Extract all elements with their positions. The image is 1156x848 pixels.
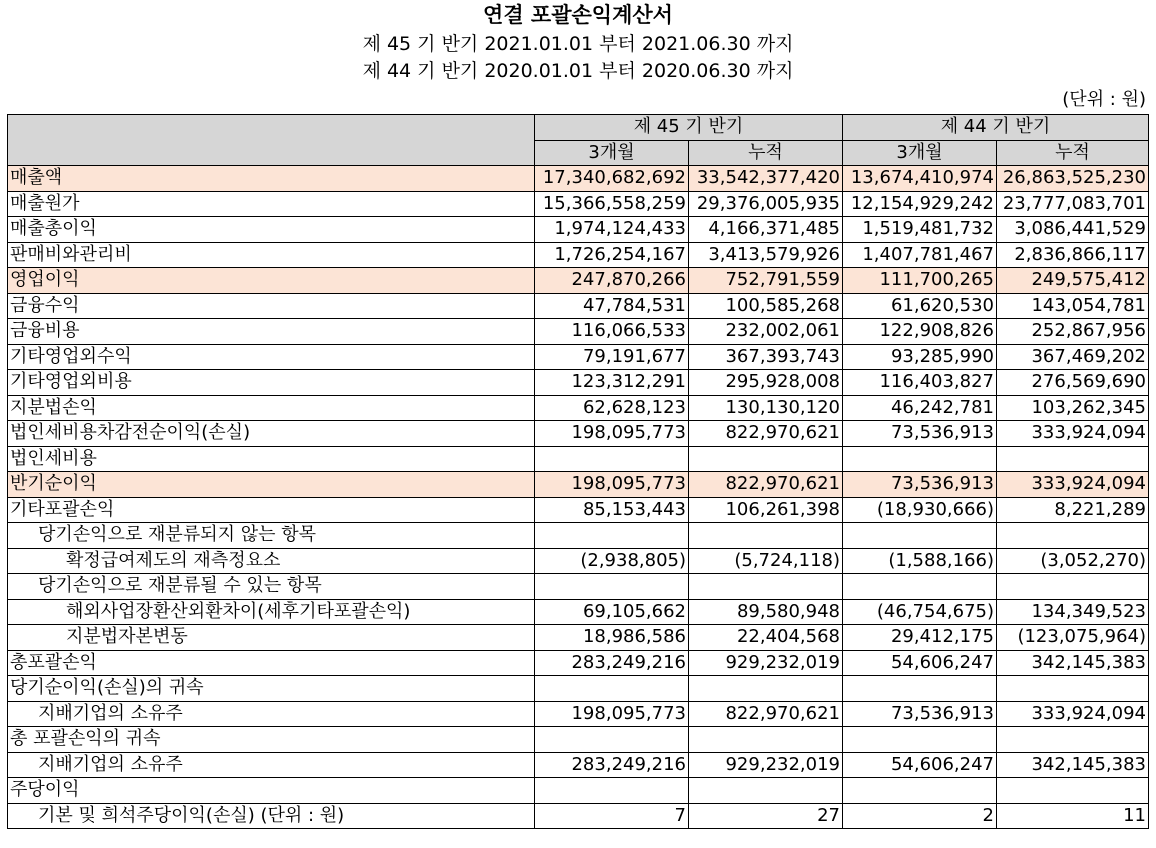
row-value: 27 — [689, 803, 843, 829]
row-value: 12,154,929,242 — [843, 191, 997, 217]
row-value — [997, 727, 1149, 753]
row-value — [997, 676, 1149, 702]
row-value: 822,970,621 — [689, 472, 843, 498]
row-value: 73,536,913 — [843, 472, 997, 498]
header-corner — [8, 115, 535, 166]
row-value: 106,261,398 — [689, 497, 843, 523]
row-value: 17,340,682,692 — [535, 166, 689, 192]
row-value: 69,105,662 — [535, 599, 689, 625]
row-value: 283,249,216 — [535, 650, 689, 676]
row-label: 총 포괄손익의 귀속 — [8, 727, 535, 753]
header-group-prior: 제 44 기 반기 — [843, 115, 1149, 141]
table-row — [8, 676, 1149, 702]
table-row — [8, 344, 1149, 370]
row-label: 영업이익 — [8, 268, 535, 294]
row-value: 89,580,948 — [689, 599, 843, 625]
row-value: 47,784,531 — [535, 293, 689, 319]
table-row — [8, 548, 1149, 574]
table-row — [8, 574, 1149, 600]
table-row — [8, 217, 1149, 243]
table-row — [8, 701, 1149, 727]
row-label: 당기손익으로 재분류되지 않는 항목 — [8, 523, 535, 549]
income-statement-table — [7, 114, 1149, 829]
row-label: 법인세비용차감전순이익(손실) — [8, 421, 535, 447]
row-value: 3,413,579,926 — [689, 242, 843, 268]
row-value — [843, 727, 997, 753]
row-value — [689, 676, 843, 702]
row-value: 1,726,254,167 — [535, 242, 689, 268]
row-label: 매출총이익 — [8, 217, 535, 243]
table-row — [8, 625, 1149, 651]
row-value — [997, 446, 1149, 472]
row-value: 134,349,523 — [997, 599, 1149, 625]
table-row — [8, 778, 1149, 804]
row-value: 367,393,743 — [689, 344, 843, 370]
header-prior-3m: 3개월 — [843, 140, 997, 166]
row-value — [843, 574, 997, 600]
period-prior: 제 44 기 반기 2020.01.01 부터 2020.06.30 까지 — [362, 60, 794, 82]
header-current-cum: 누적 — [689, 140, 843, 166]
row-value — [535, 574, 689, 600]
row-value: 18,986,586 — [535, 625, 689, 651]
table-row — [8, 599, 1149, 625]
row-value: (5,724,118) — [689, 548, 843, 574]
row-label: 지분법자본변동 — [8, 625, 535, 651]
row-value: 54,606,247 — [843, 752, 997, 778]
table-row — [8, 523, 1149, 549]
row-value: 23,777,083,701 — [997, 191, 1149, 217]
table-row — [8, 727, 1149, 753]
row-value — [535, 676, 689, 702]
row-label: 기타영업외비용 — [8, 370, 535, 396]
row-value — [535, 523, 689, 549]
row-value — [689, 446, 843, 472]
row-value: 116,403,827 — [843, 370, 997, 396]
row-value: 100,585,268 — [689, 293, 843, 319]
row-value: 85,153,443 — [535, 497, 689, 523]
header-group-current: 제 45 기 반기 — [535, 115, 843, 141]
table-row — [8, 752, 1149, 778]
row-value: 123,312,291 — [535, 370, 689, 396]
row-value — [843, 778, 997, 804]
row-value: 283,249,216 — [535, 752, 689, 778]
row-value: 1,974,124,433 — [535, 217, 689, 243]
row-value — [535, 778, 689, 804]
row-value: 26,863,525,230 — [997, 166, 1149, 192]
unit-label: (단위 : 원) — [1062, 89, 1146, 110]
row-value: 29,412,175 — [843, 625, 997, 651]
row-value: 79,191,677 — [535, 344, 689, 370]
row-label: 당기손익으로 재분류될 수 있는 항목 — [8, 574, 535, 600]
row-value: 276,569,690 — [997, 370, 1149, 396]
row-value — [689, 727, 843, 753]
row-value: 1,407,781,467 — [843, 242, 997, 268]
row-value: 11 — [997, 803, 1149, 829]
row-value: 929,232,019 — [689, 752, 843, 778]
row-value — [689, 523, 843, 549]
row-label: 총포괄손익 — [8, 650, 535, 676]
row-value — [843, 676, 997, 702]
row-value: 54,606,247 — [843, 650, 997, 676]
row-value: 122,908,826 — [843, 319, 997, 345]
row-value: 822,970,621 — [689, 701, 843, 727]
header-current-3m: 3개월 — [535, 140, 689, 166]
row-value: 198,095,773 — [535, 421, 689, 447]
row-value: 3,086,441,529 — [997, 217, 1149, 243]
row-value: 73,536,913 — [843, 701, 997, 727]
row-value: 73,536,913 — [843, 421, 997, 447]
row-value: 111,700,265 — [843, 268, 997, 294]
row-value: 103,262,345 — [997, 395, 1149, 421]
row-value: 29,376,005,935 — [689, 191, 843, 217]
row-label: 법인세비용 — [8, 446, 535, 472]
row-value: 247,870,266 — [535, 268, 689, 294]
statement-title: 연결 포괄손익계산서 — [483, 3, 673, 27]
row-value: (123,075,964) — [997, 625, 1149, 651]
row-value: 62,628,123 — [535, 395, 689, 421]
row-value — [997, 523, 1149, 549]
row-value: 752,791,559 — [689, 268, 843, 294]
table-row — [8, 242, 1149, 268]
row-value — [843, 523, 997, 549]
row-value: 333,924,094 — [997, 421, 1149, 447]
row-value: 198,095,773 — [535, 701, 689, 727]
row-label: 당기순이익(손실)의 귀속 — [8, 676, 535, 702]
row-value: 13,674,410,974 — [843, 166, 997, 192]
table-row — [8, 446, 1149, 472]
row-label: 기본 및 희석주당이익(손실) (단위 : 원) — [8, 803, 535, 829]
row-value — [843, 446, 997, 472]
table-body — [8, 166, 1149, 829]
row-value: (18,930,666) — [843, 497, 997, 523]
row-value: 295,928,008 — [689, 370, 843, 396]
row-label: 금융수익 — [8, 293, 535, 319]
row-value: 367,469,202 — [997, 344, 1149, 370]
row-value: 252,867,956 — [997, 319, 1149, 345]
row-value — [535, 727, 689, 753]
row-value: 1,519,481,732 — [843, 217, 997, 243]
row-value — [689, 778, 843, 804]
row-value: (1,588,166) — [843, 548, 997, 574]
table-row — [8, 803, 1149, 829]
row-label: 매출원가 — [8, 191, 535, 217]
row-value: 2 — [843, 803, 997, 829]
row-value: 249,575,412 — [997, 268, 1149, 294]
table-row — [8, 268, 1149, 294]
row-value — [997, 778, 1149, 804]
row-value: 2,836,866,117 — [997, 242, 1149, 268]
table-row — [8, 650, 1149, 676]
row-value: 929,232,019 — [689, 650, 843, 676]
period-current: 제 45 기 반기 2021.01.01 부터 2021.06.30 까지 — [362, 33, 794, 55]
row-value — [997, 574, 1149, 600]
row-value: 198,095,773 — [535, 472, 689, 498]
row-value: 22,404,568 — [689, 625, 843, 651]
row-value: 143,054,781 — [997, 293, 1149, 319]
row-label: 반기순이익 — [8, 472, 535, 498]
row-label: 기타영업외수익 — [8, 344, 535, 370]
row-value: (3,052,270) — [997, 548, 1149, 574]
row-label: 금융비용 — [8, 319, 535, 345]
table-row — [8, 472, 1149, 498]
row-value: 822,970,621 — [689, 421, 843, 447]
row-value — [535, 446, 689, 472]
row-value: 93,285,990 — [843, 344, 997, 370]
row-label: 주당이익 — [8, 778, 535, 804]
row-label: 해외사업장환산외환차이(세후기타포괄손익) — [8, 599, 535, 625]
row-value: (46,754,675) — [843, 599, 997, 625]
row-value: 8,221,289 — [997, 497, 1149, 523]
row-value: 232,002,061 — [689, 319, 843, 345]
row-value: 15,366,558,259 — [535, 191, 689, 217]
row-value: 4,166,371,485 — [689, 217, 843, 243]
header-row-groups — [8, 115, 1149, 141]
table-row — [8, 319, 1149, 345]
row-value: 333,924,094 — [997, 472, 1149, 498]
table-row — [8, 395, 1149, 421]
row-label: 기타포괄손익 — [8, 497, 535, 523]
table-row — [8, 191, 1149, 217]
table-row — [8, 421, 1149, 447]
row-value: (2,938,805) — [535, 548, 689, 574]
row-label: 매출액 — [8, 166, 535, 192]
row-value — [689, 574, 843, 600]
row-value: 61,620,530 — [843, 293, 997, 319]
row-value: 342,145,383 — [997, 752, 1149, 778]
row-label: 확정급여제도의 재측정요소 — [8, 548, 535, 574]
header-prior-cum: 누적 — [997, 140, 1149, 166]
row-value: 116,066,533 — [535, 319, 689, 345]
table-row — [8, 497, 1149, 523]
row-value: 7 — [535, 803, 689, 829]
row-value: 46,242,781 — [843, 395, 997, 421]
row-label: 판매비와관리비 — [8, 242, 535, 268]
table-row — [8, 370, 1149, 396]
row-label: 지배기업의 소유주 — [8, 752, 535, 778]
table-row — [8, 293, 1149, 319]
row-label: 지배기업의 소유주 — [8, 701, 535, 727]
row-value: 342,145,383 — [997, 650, 1149, 676]
row-value: 333,924,094 — [997, 701, 1149, 727]
row-value: 33,542,377,420 — [689, 166, 843, 192]
table-row — [8, 166, 1149, 192]
row-value: 130,130,120 — [689, 395, 843, 421]
row-label: 지분법손익 — [8, 395, 535, 421]
